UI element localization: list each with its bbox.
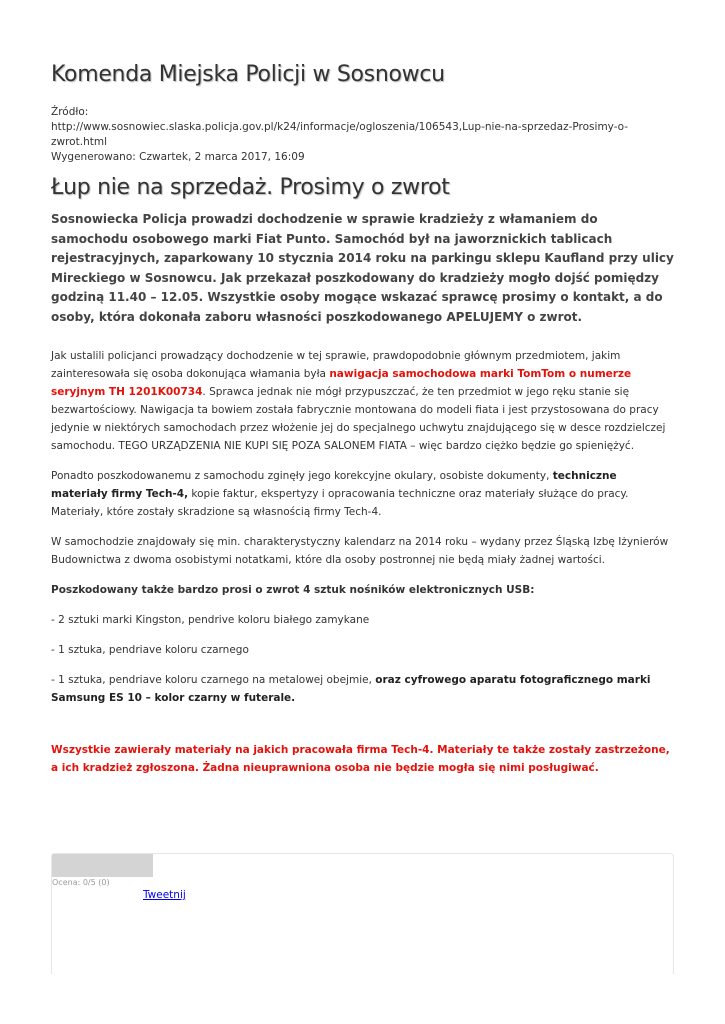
paragraph-text: kopie faktur, ekspertyzy i opracowania techniczne oraz materiały służące do pracy. Materiały, które zostały skradzione są własnością firmy Tech-4. bbox=[51, 488, 629, 518]
bold-tech-materials: techniczne materiały firmy Tech-4, bbox=[51, 470, 617, 500]
source-label: Źródło: bbox=[51, 106, 89, 118]
paragraph-calendar: W samochodzie znajdowały się min. charakterystyczny kalendarz na 2014 roku – wydany przez Śląską Izbę Iżynierów Budownictwa z dwoma osobistymi notatkami, które dla osoby postronnej nie będą miały żadnej wartości. bbox=[51, 536, 669, 566]
document-page bbox=[51, 62, 676, 777]
paragraph-navigation bbox=[51, 347, 676, 455]
paragraph-stolen-items bbox=[51, 467, 676, 521]
lead-appeal: APELUJEMY bbox=[446, 309, 523, 324]
generated-date: Wygenerowano: Czwartek, 2 marca 2017, 16:09 bbox=[51, 151, 305, 163]
rating-stars-bar[interactable] bbox=[52, 854, 153, 877]
highlight-navigation: nawigacja samochodowa marki TomTom o numerze seryjnym TH 1201K00734 bbox=[51, 368, 632, 398]
list-item: - 2 sztuki marki Kingston, pendrive koloru białego zamykane bbox=[51, 614, 370, 626]
paragraph-text: Jak ustalili policjanci prowadzący dochodzenie w tej sprawie, prawdopodobnie głównym przedmiotem, jakim zainteresowała się osoba dokonująca włamania była bbox=[51, 350, 621, 380]
paragraph-text: . Sprawca jednak nie mógł przypuszczać, że ten przedmiot w jego ręku stanie się bezwartościowy. Nawigacja ta bowiem została fabrycznie montowana do modeli fiata i jest przystosowana do pracy jedynie w niektórych samochodach przez włożenie jej do specjalnego uchwytu znajdującego się w desce rozdzielczej samochodu. TEGO URZĄDZENIA NIE KUPI SIĘ POZA SALONEM FIATA – więc bardzo ciężko będzie go spieniężyć. bbox=[51, 386, 666, 452]
lead-end: o zwrot. bbox=[522, 309, 583, 324]
bold-camera: oraz cyfrowego aparatu fotograficznego marki Samsung ES 10 – kolor czarny w futerale. bbox=[51, 674, 651, 704]
site-title: Komenda Miejska Policji w Sosnowcu bbox=[51, 62, 445, 87]
final-notice: Wszystkie zawierały materiały na jakich pracowała firma Tech-4. Materiały te także zostały zastrzeżone, a ich kradzież zgłoszona. Żadna nieuprawniona osoba nie będzie mogła się nimi posługiwać. bbox=[51, 744, 670, 774]
article-title: Łup nie na sprzedaż. Prosimy o zwrot bbox=[51, 175, 450, 200]
article-lead bbox=[51, 210, 676, 327]
paragraph-text: - 1 sztuka, pendriave koloru czarnego na metalowej obejmie, bbox=[51, 674, 376, 686]
rating-text: Ocena: 0/5 (0) bbox=[52, 878, 110, 887]
list-item bbox=[51, 671, 676, 707]
rating-box bbox=[51, 853, 674, 974]
paragraph-usb-request: Poszkodowany także bardzo prosi o zwrot 4 sztuk nośników elektronicznych USB: bbox=[51, 584, 535, 596]
source-url: http://www.sosnowiec.slaska.policja.gov.pl/k24/informacje/ogloszenia/106543,Lup-nie-na-sprzedaz-Prosimy-o-zwrot.html bbox=[51, 121, 629, 148]
lead-text: Sosnowiecka Policja prowadzi dochodzenie w sprawie kradzieży z włamaniem do samochodu osobowego marki Fiat Punto. Samochód był na jaworznickich tablicach rejestracyjnych, zaparkowany 10 stycznia 2014 roku na parkingu sklepu Kaufland przy ulicy Mireckiego w Sosnowcu. Jak przekazał poszkodowany do kradzieży mogło dojść pomiędzy godziną 11.40 – 12.05. Wszystkie osoby mogące wskazać sprawcę prosimy o kontakt, a do osoby, która dokonała zaboru własności poszkodowanego bbox=[51, 212, 674, 324]
source-meta bbox=[51, 105, 676, 165]
paragraph-text: Ponadto poszkodowanemu z samochodu zginęły jego korekcyjne okulary, osobiste dokumenty, bbox=[51, 470, 553, 482]
list-item: - 1 sztuka, pendriave koloru czarnego bbox=[51, 644, 249, 656]
tweet-link[interactable]: Tweetnij bbox=[143, 889, 186, 901]
